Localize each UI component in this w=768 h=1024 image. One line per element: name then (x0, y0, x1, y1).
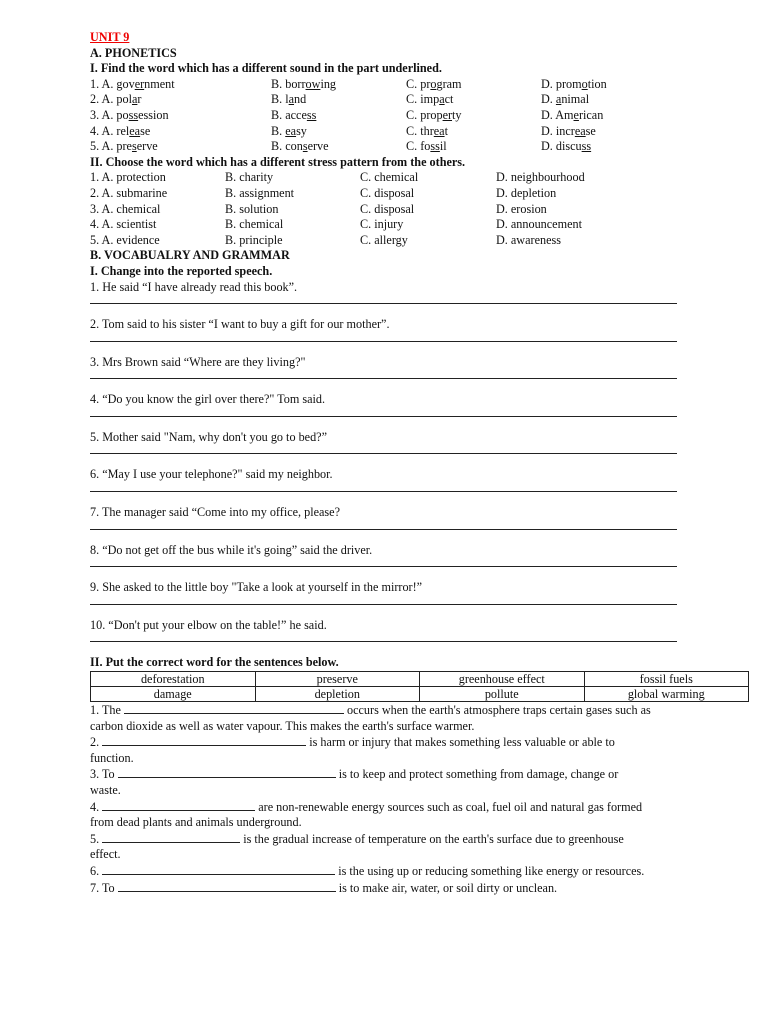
reported-heading: I. Change into the reported speech. (90, 263, 273, 278)
reported-question: 6. “May I use your telephone?" said my neighbor. (90, 467, 333, 482)
phonetics-2-heading: II. Choose the word which has a different stress pattern from the others. (90, 154, 466, 169)
option-c: C. injury (360, 217, 404, 232)
phonetics-2-row (90, 170, 690, 186)
word-bank-cell: greenhouse effect (420, 672, 585, 687)
reported-question: 10. “Don't put your elbow on the table!” he said. (90, 617, 327, 632)
phonetics-1-heading: I. Find the word which has a different sound in the part underlined. (90, 61, 442, 76)
phonetics-1-row (90, 108, 690, 124)
worksheet (90, 30, 705, 896)
answer-blank[interactable] (124, 702, 344, 714)
option-a: 5. A. evidence (90, 232, 160, 247)
reported-question: 4. “Do you know the girl over there?" Tom said. (90, 392, 326, 407)
word-bank-cell: global warming (584, 687, 749, 702)
option-d: D. depletion (496, 185, 557, 200)
reported-question: 3. Mrs Brown said “Where are they living?" (90, 354, 306, 369)
sentence-end: are non-renewable energy sources such as coal, fuel oil and natural gas formed (255, 799, 643, 814)
option-d: D. neighbourhood (496, 170, 585, 185)
word-bank-cell: pollute (420, 687, 585, 702)
answer-line[interactable] (90, 333, 677, 342)
sentence-continuation: from dead plants and animals underground. (90, 815, 302, 830)
answer-blank[interactable] (102, 831, 240, 843)
answer-line[interactable] (90, 483, 677, 492)
word-bank-cell: depletion (255, 687, 420, 702)
option-d: D. increase (541, 123, 596, 138)
option-b: B. land (271, 92, 307, 107)
word-bank-row (91, 672, 749, 687)
answer-line[interactable] (90, 558, 677, 567)
option-b: B. solution (225, 201, 279, 216)
phonetics-2-row (90, 202, 690, 218)
option-b: B. chemical (225, 217, 284, 232)
option-b: B. assignment (225, 185, 295, 200)
answer-blank[interactable] (102, 734, 306, 746)
fill-sentence (90, 880, 690, 897)
phonetics-1-row (90, 92, 690, 108)
option-a: 3. A. possession (90, 107, 169, 122)
word-bank-cell: damage (91, 687, 256, 702)
option-a: 1. A. government (90, 76, 175, 91)
answer-line[interactable] (90, 370, 677, 379)
sentence-start: 7. To (90, 880, 118, 895)
option-d: D. erosion (496, 201, 547, 216)
answer-line[interactable] (90, 408, 677, 417)
option-a: 2. A. polar (90, 92, 142, 107)
fill-sentence (90, 734, 690, 751)
answer-blank[interactable] (102, 863, 335, 875)
phonetics-1-row (90, 124, 690, 140)
fill-sentence (90, 766, 690, 783)
option-a: 4. A. release (90, 123, 151, 138)
answer-blank[interactable] (118, 766, 336, 778)
sentence-end: is the gradual increase of temperature on the earth's surface due to greenhouse (240, 831, 624, 846)
sentence-end: is harm or injury that makes something less valuable or able to (306, 735, 615, 750)
sentence-continuation: function. (90, 750, 134, 765)
answer-line[interactable] (90, 633, 677, 642)
option-b: B. conserve (271, 139, 329, 154)
answer-line[interactable] (90, 521, 677, 530)
reported-question: 8. “Do not get off the bus while it's going” said the driver. (90, 542, 373, 557)
words-heading: II. Put the correct word for the sentences below. (90, 655, 339, 670)
reported-question: 5. Mother said "Nam, why don't you go to bed?” (90, 429, 328, 444)
sentence-start: 1. The (90, 703, 124, 718)
sentence-start: 4. (90, 799, 103, 814)
option-b: B. principle (225, 232, 283, 247)
answer-blank[interactable] (118, 880, 336, 892)
reported-question: 9. She asked to the little boy "Take a look at yourself in the mirror!” (90, 580, 423, 595)
fill-in-list (90, 702, 690, 896)
option-a: 3. A. chemical (90, 201, 161, 216)
option-d: D. American (541, 107, 604, 122)
option-c: C. disposal (360, 185, 415, 200)
sentence-continuation: effect. (90, 847, 121, 862)
sentence-end: occurs when the earth's atmosphere traps certain gases such as (343, 703, 651, 718)
option-d: D. animal (541, 92, 590, 107)
sentence-continuation: waste. (90, 783, 121, 797)
option-b: B. charity (225, 170, 274, 185)
option-c: C. allergy (360, 232, 408, 247)
answer-line[interactable] (90, 295, 677, 304)
phonetics-1-row (90, 139, 690, 155)
option-b: B. easy (271, 123, 307, 138)
answer-line[interactable] (90, 596, 677, 605)
phonetics-2-row (90, 217, 690, 233)
sentence-start: 3. To (90, 767, 118, 782)
fill-sentence (90, 863, 690, 880)
sentence-start: 5. (90, 831, 103, 846)
option-c: C. impact (406, 92, 454, 107)
sentence-start: 2. (90, 735, 103, 750)
phonetics-2-list (90, 170, 690, 248)
sentence-start: 6. (90, 863, 103, 878)
phonetics-2-row (90, 186, 690, 202)
option-c: C. program (406, 76, 462, 91)
section-a-title: A. PHONETICS (90, 45, 177, 60)
option-b: B. access (271, 107, 317, 122)
unit-title: UNIT 9 (90, 30, 130, 44)
reported-question: 7. The manager said “Come into my office, please? (90, 505, 340, 520)
sentence-end: is the using up or reducing something like energy or resources. (335, 863, 645, 878)
fill-sentence (90, 799, 690, 816)
word-bank-cell: fossil fuels (584, 672, 749, 687)
sentence-end: is to make air, water, or soil dirty or unclean. (335, 880, 558, 895)
option-b: B. borrowing (271, 76, 337, 91)
sentence-end: is to keep and protect something from damage, change or (335, 767, 619, 782)
option-d: D. awareness (496, 232, 561, 247)
fill-sentence (90, 702, 690, 719)
reported-question: 1. He said “I have already read this book”. (90, 279, 298, 294)
option-c: C. chemical (360, 170, 419, 185)
answer-line[interactable] (90, 445, 677, 454)
option-c: C. property (406, 107, 462, 122)
phonetics-1-list (90, 77, 690, 155)
option-a: 4. A. scientist (90, 217, 157, 232)
answer-blank[interactable] (102, 799, 255, 811)
section-b-title: B. VOCABUALRY AND GRAMMAR (90, 248, 290, 263)
reported-question: 2. Tom said to his sister “I want to buy a gift for our mother”. (90, 317, 390, 332)
sentence-continuation: carbon dioxide as well as water vapour. This makes the earth's surface warmer. (90, 718, 475, 733)
option-c: C. threat (406, 123, 448, 138)
option-a: 2. A. submarine (90, 185, 168, 200)
phonetics-1-row (90, 77, 690, 93)
word-bank-cell: preserve (255, 672, 420, 687)
fill-sentence (90, 831, 690, 848)
option-d: D. discuss (541, 139, 592, 154)
option-d: D. announcement (496, 217, 582, 232)
option-a: 5. A. preserve (90, 139, 158, 154)
option-a: 1. A. protection (90, 170, 166, 185)
option-d: D. promotion (541, 76, 607, 91)
word-bank-row (91, 687, 749, 702)
phonetics-2-row (90, 233, 690, 249)
option-c: C. fossil (406, 139, 447, 154)
word-bank-table (90, 671, 749, 702)
reported-speech-list (90, 280, 690, 643)
option-c: C. disposal (360, 201, 415, 216)
word-bank-cell: deforestation (91, 672, 256, 687)
